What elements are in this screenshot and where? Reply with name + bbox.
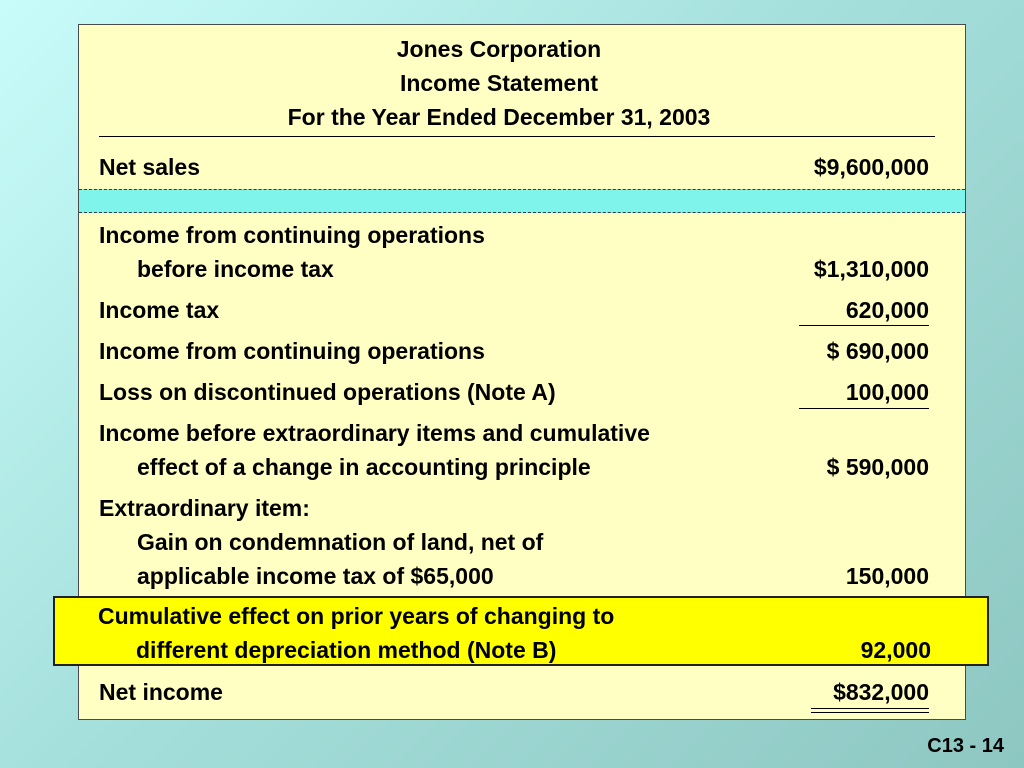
slide-number: C13 - 14 [927,735,1004,757]
income-before-extra-label: Income before extraordinary items and cumulative [99,420,650,446]
income-tax-label: Income tax [99,297,220,323]
income-cont-label: Income from continuing operations [99,338,485,364]
omitted-lines-band [79,189,965,213]
net-income-amount: $832,000 [833,679,929,705]
extraordinary-amount: 150,000 [845,563,929,589]
header-divider [99,136,935,137]
statement-title: Income Statement [399,70,599,96]
income-cont-before-tax-label: Income from continuing operations [99,222,485,248]
income-tax-amount: 620,000 [845,297,929,323]
company-name: Jones Corporation [396,36,602,62]
net-income-double-underline-bottom [811,712,929,713]
loss-discontinued-label: Loss on discontinued operations (Note A) [99,379,556,405]
income-cont-amount: $ 690,000 [826,338,929,364]
statement-period: For the Year Ended December 31, 2003 [287,104,711,130]
cumulative-effect-highlight [53,596,989,666]
loss-discontinued-amount: 100,000 [845,379,929,405]
net-sales-amount: $9,600,000 [813,154,929,180]
extraordinary-label: Extraordinary item: [99,495,310,521]
extraordinary-label-2: Gain on condemnation of land, net of [137,529,544,555]
income-before-extra-label-2: effect of a change in accounting principle [137,454,591,480]
cumulative-effect-label-2: different depreciation method (Note B) [136,637,557,663]
income-tax-underline [799,325,929,326]
loss-discontinued-underline [799,408,929,409]
net-income-label: Net income [99,679,223,705]
cumulative-effect-label: Cumulative effect on prior years of changing to [98,603,615,629]
extraordinary-label-3: applicable income tax of $65,000 [137,563,494,589]
income-cont-before-tax-label-2: before income tax [137,256,334,282]
income-cont-before-tax-amount: $1,310,000 [813,256,929,282]
net-income-double-underline-top [811,708,929,709]
net-sales-label: Net sales [99,154,201,180]
income-before-extra-amount: $ 590,000 [826,454,929,480]
cumulative-effect-amount: 92,000 [860,637,931,663]
